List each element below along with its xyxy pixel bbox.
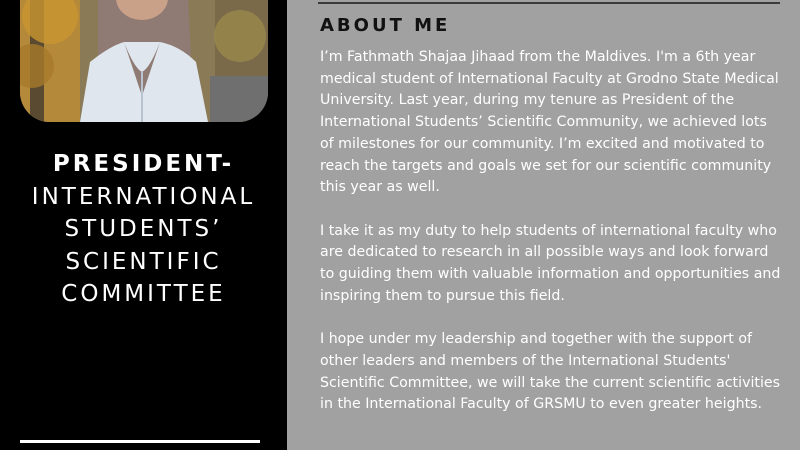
title-line: INTERNATIONAL [31,183,256,210]
title-line: COMMITTEE [61,281,226,307]
divider [318,2,780,4]
profile-photo [20,0,268,122]
title-line: STUDENTS’ [64,216,223,242]
about-paragraph: I take it as my duty to help students of international faculty who are dedicated to research in all possible ways and look forward to guiding them with valuable information and opportunities and inspiring them to pursue this field. [320,222,781,304]
about-paragraph: I hope under my leadership and together with the support of other leaders and members of the International Students' Scientific Committee, we will take the current scientific activities in the International Faculty of GRSMU to even greater heights. [320,331,781,413]
about-paragraph: I’m Fathmath Shajaa Jihaad from the Maldives. I'm a 6th year medical student of International Faculty at Grodno State Medical University. Last year, during my tenure as President of the International Students’ Scientific Community, we achieved lots of milestones for our community. I’m excited and motivated to reach the targets and goals we set for our scientific community this year as well. [320,49,779,196]
about-heading: ABOUT ME [320,15,451,36]
divider [20,440,260,443]
profile-title [0,148,287,311]
about-body [320,47,785,438]
title-role: PRESIDENT- [52,151,235,177]
title-line: SCIENTIFIC [65,248,222,275]
profile-panel [0,0,287,450]
profile-photo-image [20,0,268,122]
